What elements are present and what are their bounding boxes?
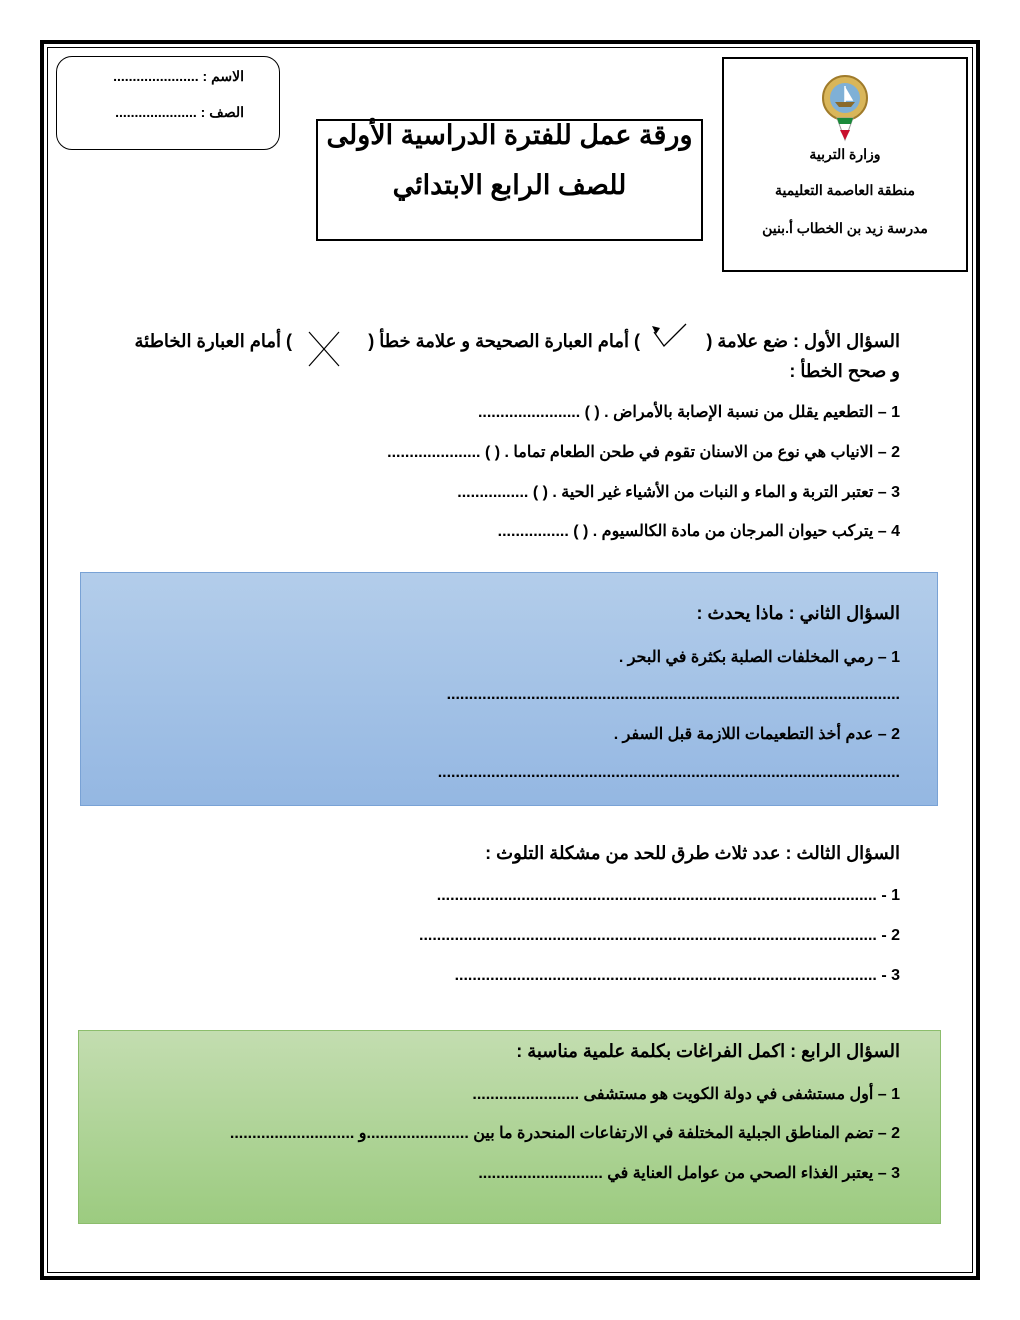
q1-title-a: السؤال الأول : ضع علامة ( <box>706 331 900 351</box>
q3-title: السؤال الثالث : عدد ثلاث طرق للحد من مشكلة التلوث : <box>485 843 900 863</box>
ministry-name: وزارة التربية <box>809 146 881 162</box>
check-mark-icon <box>650 322 690 350</box>
q2-item: 2 – عدم أخذ التطعيمات اللازمة قبل السفر . <box>613 726 900 743</box>
q3-item[interactable]: 2 - ....................................................................................................... <box>419 927 900 944</box>
school-name: مدرسة زيد بن الخطاب أ.بنين <box>762 220 928 236</box>
q1-item: 4 – يتركب حيوان المرجان من مادة الكالسيوم . ( ) ................ <box>497 523 900 540</box>
q3-item[interactable]: 1 - ................................................................................................... <box>436 887 900 904</box>
q4-title: السؤال الرابع : اكمل الفراغات بكلمة علمية مناسبة : <box>516 1041 900 1061</box>
q3-item[interactable]: 3 - ............................................................................................... <box>454 967 900 984</box>
q2-title: السؤال الثاني : ماذا يحدث : <box>696 603 900 623</box>
q1-title-line2: و صحح الخطأ : <box>789 361 900 381</box>
q2-answer-line[interactable]: ...................................................................................................... <box>446 686 900 703</box>
q1-item: 1 – التطعيم يقلل من نسبة الإصابة بالأمراض . ( ) ....................... <box>477 404 900 421</box>
q1-title-c: ) أمام العبارة الخاطئة <box>134 331 292 351</box>
q4-item: 1 – أول مستشفى في دولة الكويت هو مستشفى ........................ <box>472 1086 900 1103</box>
kuwait-emblem-icon <box>819 72 871 142</box>
page-subtitle: للصف الرابع الابتدائي <box>392 170 627 200</box>
district-name: منطقة العاصمة التعليمية <box>774 182 916 198</box>
q2-answer-line[interactable]: ........................................................................................................ <box>437 764 900 781</box>
page-title: ورقة عمل للفترة الدراسية الأولى <box>326 120 693 150</box>
class-field: الصف : ..................... <box>115 104 244 120</box>
q2-item: 1 – رمي المخلفات الصلبة بكثرة في البحر . <box>618 649 900 666</box>
q4-item: 3 – يعتبر الغذاء الصحي من عوامل العناية في ............................ <box>478 1165 900 1182</box>
x-mark-icon <box>306 330 342 368</box>
q1-item: 3 – تعتبر التربة و الماء و النبات من الأشياء غير الحية . ( ) ................ <box>457 484 900 501</box>
name-field: الاسم : ...................... <box>113 68 244 84</box>
q1-item: 2 – الانياب هي نوع من الاسنان تقوم في طحن الطعام تماما . ( ) ..................... <box>387 444 900 461</box>
q1-title-b: ) أمام العبارة الصحيحة و علامة خطأ ( <box>368 331 640 351</box>
q4-item: 2 – تضم المناطق الجبلية المختلفة في الارتفاعات المنحدرة ما بين .......................و ............................ <box>229 1125 900 1142</box>
